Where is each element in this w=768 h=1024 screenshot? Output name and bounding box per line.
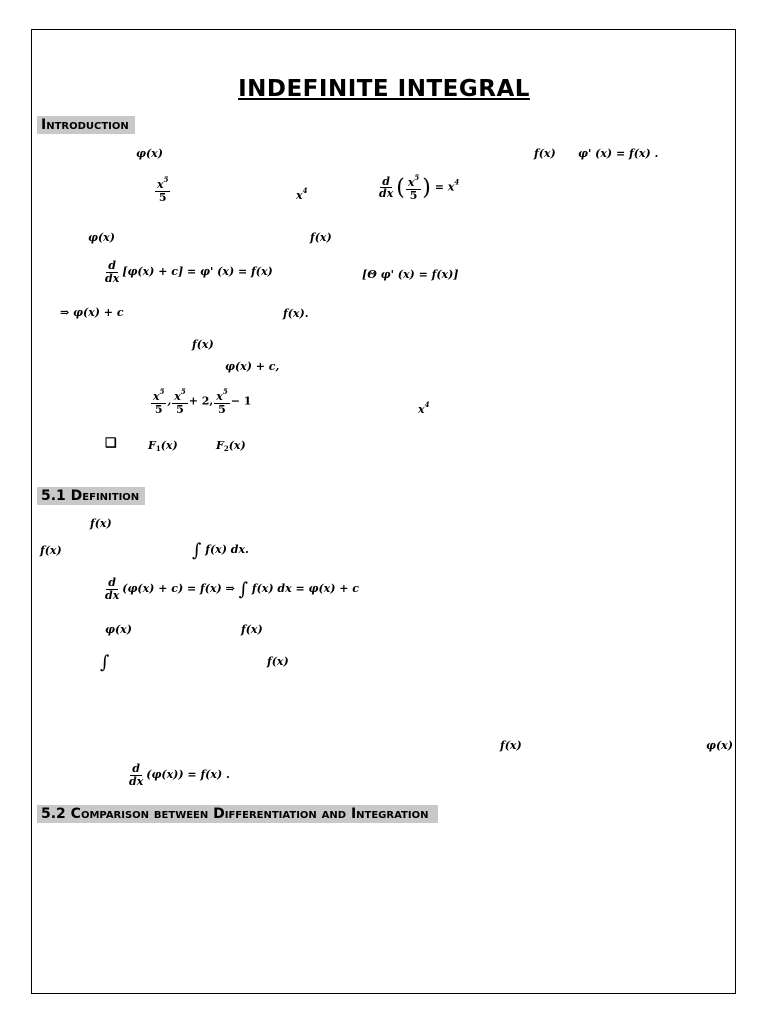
math-f-x: f(x) [192, 338, 214, 351]
math-x4: $x^4$ [296, 186, 308, 202]
math-phi-x: φ(x) [88, 231, 115, 244]
section-heading-introduction: Introduction [37, 116, 135, 134]
math-because-clause: [Θ φ' (x) = f(x)] [362, 268, 459, 281]
math-fraction-x5-over-5: $\frac{x^5}{5}$ [157, 175, 169, 204]
math-phi-x: φ(x) [136, 147, 163, 160]
math-phi-x: φ(x) [706, 739, 733, 752]
math-implies-phi-plus-c: ⇒ φ(x) + c [60, 306, 124, 319]
math-F2-x: $F_2(x)$ [216, 439, 246, 453]
math-f-x: f(x) [90, 517, 112, 530]
math-phi-x: φ(x) [105, 623, 132, 636]
math-F1-x: $F_1(x)$ [148, 439, 178, 453]
math-f-x: f(x). [283, 307, 309, 320]
math-derivative-phi-plus-c: $\frac{d}{dx}$ [φ(x) + c] = φ' (x) = f(x) [105, 259, 273, 285]
math-f-x: f(x) [40, 544, 62, 557]
math-antiderivative-family: $\frac{x^5}{5}$ , $\frac{x^5}{5}$ + 2, $\frac{x^5}{5}$ − 1 [153, 387, 252, 416]
section-heading-comparison: 5.2 Comparison between Differentiation and Integration [37, 805, 438, 823]
math-phi-plus-c: φ(x) + c, [225, 360, 280, 373]
math-f-x: f(x) [241, 623, 263, 636]
math-f-x: f(x) [534, 147, 556, 160]
math-f-x: f(x) [310, 231, 332, 244]
checkbox-bullet-icon: ❑ [105, 436, 117, 451]
math-derivative-x5-over-5: $\frac{d}{dx}$ ( $\frac{x^5}{5}$ ) = $x^4$ [379, 173, 460, 202]
integral-sign-icon: ∫ [100, 652, 110, 673]
math-integral-f-dx: ∫ f(x) dx. [192, 540, 249, 561]
section-heading-definition: 5.1 Definition [37, 487, 145, 505]
math-f-x: f(x) [500, 739, 522, 752]
math-definition-equation: $\frac{d}{dx}$ (φ(x) + c) = f(x) ⇒ ∫ f(x) dx = φ(x) + c [105, 576, 360, 602]
math-x4: $x^4$ [418, 400, 430, 416]
math-derivative-phi: $\frac{d}{dx}$ (φ(x)) = f(x) . [129, 762, 230, 788]
math-phi-prime-equals-f: φ' (x) = f(x) . [578, 147, 659, 160]
math-f-x: f(x) [267, 655, 289, 668]
page-title: INDEFINITE INTEGRAL [238, 76, 530, 102]
